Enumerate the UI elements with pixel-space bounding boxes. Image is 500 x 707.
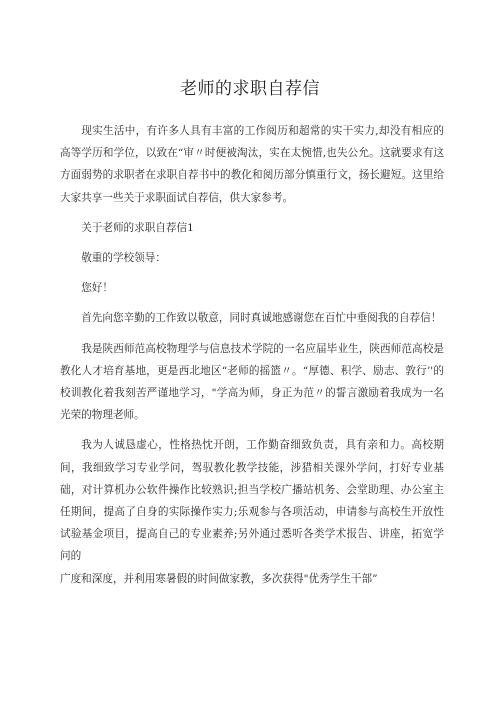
salutation: 敬重的学校领导： — [81, 252, 166, 265]
greeting: 您好！ — [81, 282, 113, 295]
background-paragraph: 我是陕西师范高校物理学与信息技术学院的一名应届毕业生，陕西师范高校是教化人才培育基地，更是西北地区“老师的摇篮〃。“厚德、积学、励志、敦行’'的校训教化着我刻苦严谨地学习，"学高为师，身正为范〃的誓言激励着我成为一名光荣的物理老师。 — [60, 342, 444, 422]
experience-paragraph: 我为人诚恳虚心，性格热忱开朗，工作勤奋细致负责，具有亲和力。高校期间，我细致学习专业学问，驾驭教化教学技能，涉猎相关课外学问，打好专业基础，对计算机办公软件操作比较熟识;担当学校广播站机务、会堂助理、办公室主任期间，提高了自身的实际操作实力;乐观参与各项活动，申请参与高校生开放性试验基金项目，提高自己的专业素养;另外通过悉听各类学术报告、讲座，拓宽学问的 — [60, 439, 444, 563]
letter-heading: 关于老师的求职自荐信1 — [81, 221, 194, 234]
intro-paragraph: 现实生活中，有许多人具有丰富的工作阅历和超常的实干实力,却没有相应的高等学历和学位，以致在“审〃时便被淘汰，实在太惋惜,也失公允。这就要求有这方面弱势的求职者在求职自荐书中的教化和阅历部分慎重行文，扬长避短。这里给大家共享一些关于求职面试自荐信，供大家参考。 — [60, 125, 444, 204]
document-title: 老师的求职自荐信 — [180, 79, 320, 99]
opening-paragraph: 首先向您辛勤的工作致以敬意，同时真诚地感谢您在百忙中垂阅我的自荐信！ — [81, 312, 442, 325]
document-body — [60, 120, 444, 590]
experience-continuation: 广度和深度，并利用寒暑假的时间做家教，多次获得"优秀学生干部” — [60, 572, 378, 585]
